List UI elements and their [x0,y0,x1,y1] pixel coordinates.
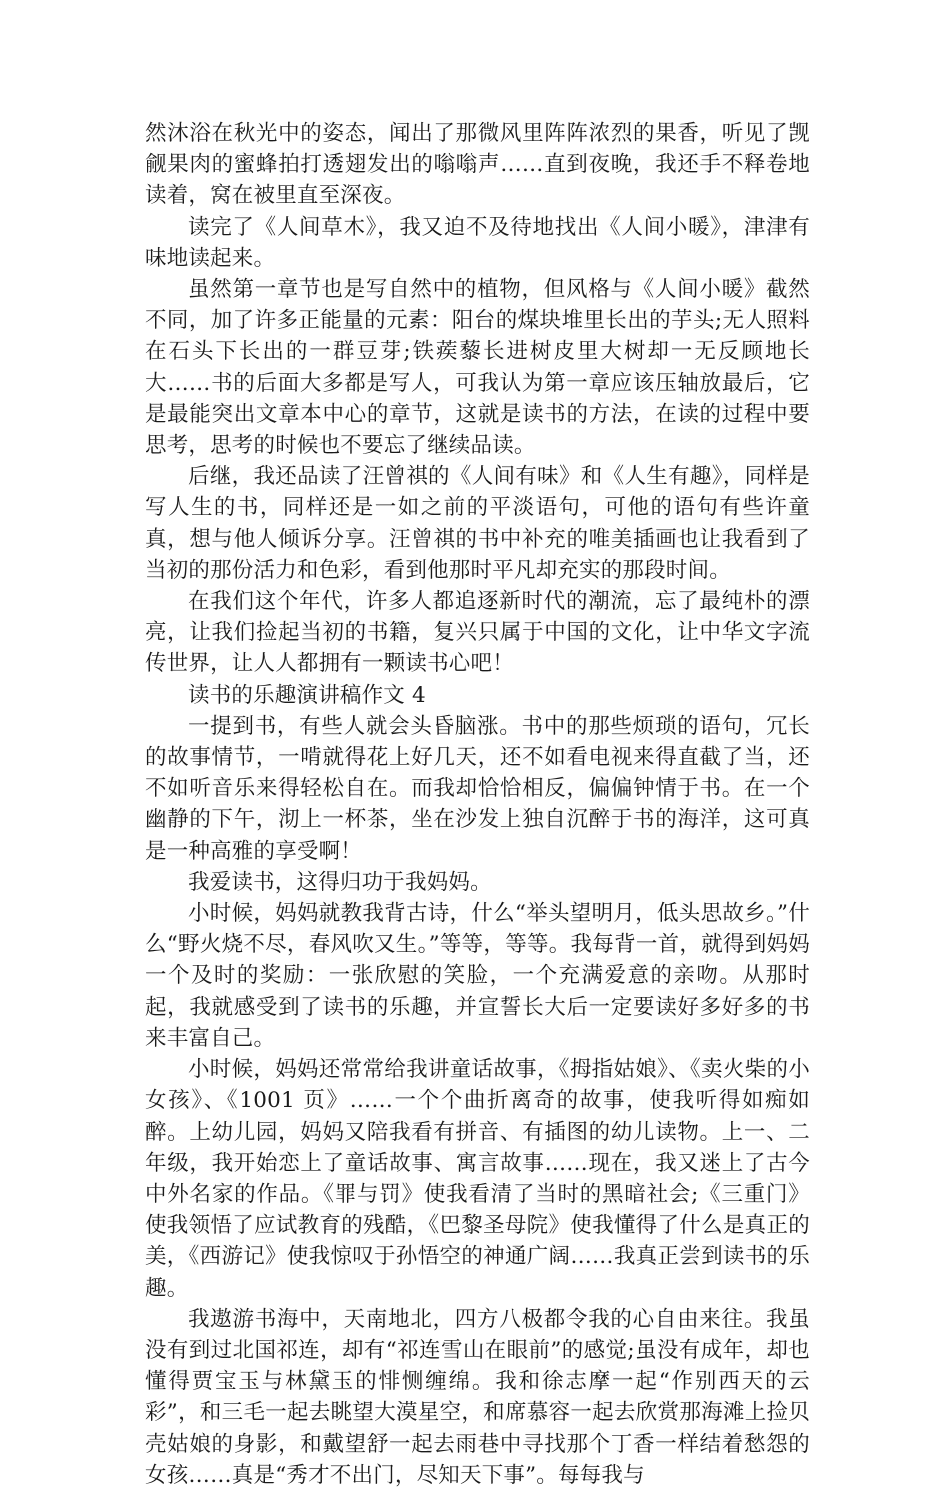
paragraph-7: 一提到书，有些人就会头昏脑涨。书中的那些烦琐的语句，冗长的故事情节，一啃就得花上好几天，还不如看电视来得直截了当，还不如听音乐来得轻松自在。而我却恰恰相反，偏偏钟情于书。在一个幽静的下午，沏上一杯茶，坐在沙发上独自沉醉于书的海洋，这可真是一种高雅的享受啊！ [145,713,810,864]
paragraph-3: 虽然第一章节也是写自然中的植物，但风格与《人间小暖》截然不同，加了许多正能量的元素：阳台的煤块堆里长出的芋头;无人照料在石头下长出的一群豆芽;铁蒺藜长进树皮里大树却一无反顾地长大……书的后面大多都是写人，可我认为第一章应该压轴放最后，它是最能突出文章本中心的章节，这就是读书的方法，在读的过程中要思考，思考的时候也不要忘了继续品读。 [145,277,810,459]
paragraph-11: 我遨游书海中，天南地北，四方八极都令我的心自由来往。我虽没有到过北国祁连，却有“祁连雪山在眼前”的感觉;虽没有成年，却也懂得贾宝玉与林黛玉的悱恻缠绵。我和徐志摩一起“作别西天的云彩”，和三毛一起去眺望大漠星空，和席慕容一起去欣赏那海滩上捡贝壳姑娘的身影，和戴望舒一起去雨巷中寻找那个丁香一样结着愁怨的女孩……真是“秀才不出门，尽知天下事”。每每我与 [145,1306,810,1488]
paragraph-2: 读完了《人间草木》，我又迫不及待地找出《人间小暖》，津津有味地读起来。 [145,214,810,271]
document-body [145,118,810,1491]
paragraph-9: 小时候，妈妈就教我背古诗，什么“举头望明月，低头思故乡。”什么“野火烧不尽，春风吹又生。”等等，等等。我每背一首，就得到妈妈一个及时的奖励：一张欣慰的笑脸，一个充满爱意的亲吻。从那时起，我就感受到了读书的乐趣，并宣誓长大后一定要读好多好多的书来丰富自己。 [145,901,810,1051]
section-heading: 读书的乐趣演讲稿作文 4 [188,682,426,708]
paragraph-10: 小时候，妈妈还常常给我讲童话故事，《拇指姑娘》、《卖火柴的小女孩》、《1001 页》……一个个曲折离奇的故事，使我听得如痴如醉。上幼儿园，妈妈又陪我看有拼音、有插图的幼儿读物。上一、二年级，我开始恋上了童话故事、寓言故事……现在，我又迷上了古今中外名家的作品。《罪与罚》使我看清了当时的黑暗社会;《三重门》使我领悟了应试教育的残酷，《巴黎圣母院》使我懂得了什么是真正的美，《西游记》使我惊叹于孙悟空的神通广阔……我真正尝到读书的乐趣。 [145,1057,810,1301]
paragraph-1: 然沐浴在秋光中的姿态，闻出了那微风里阵阵浓烈的果香，听见了觊觎果肉的蜜蜂拍打透翅发出的嗡嗡声……直到夜晚，我还手不释卷地读着，窝在被里直至深夜。 [145,121,810,209]
paragraph-8: 我爱读书，这得归功于我妈妈。 [188,869,492,895]
paragraph-4: 后继，我还品读了汪曾祺的《人间有味》和《人生有趣》，同样是写人生的书，同样还是一如之前的平淡语句，可他的语句有些许童真，想与他人倾诉分享。汪曾祺的书中补充的唯美插画也让我看到了当初的那份活力和色彩，看到他那时平凡却充实的那段时间。 [145,464,810,583]
paragraph-5: 在我们这个年代，许多人都追逐新时代的潮流，忘了最纯朴的漂亮，让我们捡起当初的书籍，复兴只属于中国的文化，让中华文字流传世界，让人人都拥有一颗读书心吧！ [145,589,810,677]
